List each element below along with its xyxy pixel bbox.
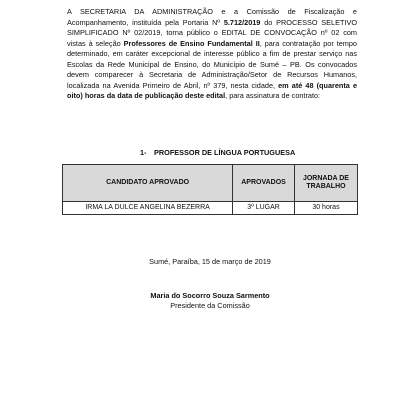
deadline-text: em até 48 (quarenta e oito) horas da data de publicação deste edital bbox=[67, 80, 358, 100]
cell-jornada: 30 horas bbox=[294, 202, 357, 215]
section-heading bbox=[140, 148, 295, 157]
paragraph-text-1: A SECRETARIA DA ADMINISTRAÇÃO e a Comissão de Fiscalização e Acompanhamento, instituída pela Portaria Nº bbox=[67, 7, 357, 27]
signer-name: Maria do Socorro Souza Sarmento bbox=[150, 291, 270, 300]
header-aprovados: APROVADOS bbox=[233, 165, 295, 202]
header-jornada: JORNADA DE TRABALHO bbox=[294, 165, 357, 202]
table-header-row bbox=[63, 165, 358, 202]
portaria-number: 5.712/2019 bbox=[223, 17, 261, 27]
cell-candidato: IRMA LA DULCE ANGELINA BEZERRA bbox=[63, 202, 233, 215]
table-row bbox=[63, 202, 358, 215]
section-title: PROFESSOR DE LÍNGUA PORTUGUESA bbox=[154, 148, 296, 157]
header-candidato: CANDIDATO APROVADO bbox=[63, 165, 233, 202]
position-name: Professores de Ensino Fundamental II bbox=[123, 38, 260, 48]
section-number: 1- bbox=[140, 148, 147, 157]
signer-role: Presidente da Comissão bbox=[170, 300, 250, 310]
paragraph-text-4: , para assinatura de contrato: bbox=[225, 91, 321, 100]
signature-block bbox=[0, 291, 420, 310]
convocation-paragraph bbox=[67, 7, 357, 102]
paragraph-text-3: , para contratação por tempo determinado, em caráter excepcional de interesse público a fim de prestar serviço nas Escolas da Rede Municipal de Ensino, do Município de Sumé – PB. Os convocados devem comparecer à Secretaria de Administração/Setor de Recursos Humanos, localizada na Avenida Primeiro de Abril, nº 379, nesta cidade, bbox=[67, 38, 357, 90]
paragraph-text-2: do PROCESSO SELETIVO SIMPLIFICADO Nº 02/2019, torna público o EDITAL DE CONVOCAÇÃO nº 02 com vistas à seleção bbox=[67, 17, 357, 48]
cell-aprovados: 3º LUGAR bbox=[233, 202, 295, 215]
date-line: Sumé, Paraíba, 15 de março de 2019 bbox=[149, 257, 271, 266]
results-table bbox=[62, 164, 358, 215]
